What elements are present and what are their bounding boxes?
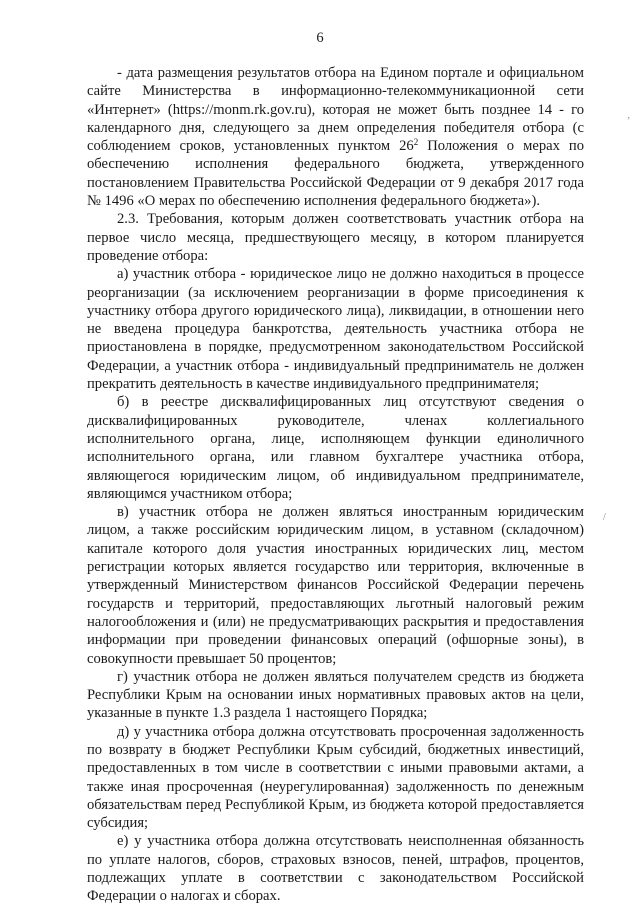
paragraph-publication-date	[87, 64, 584, 210]
paragraph-item-e: е) у участника отбора должна отсутствовать неисполненная обязанность по уплате налогов, сборов, страховых взносов, пеней, штрафов, процентов, подлежащих уплате в соответствии с законодательством Российской Федерации о налогах и сборах.	[87, 833, 584, 905]
paragraph-item-a: а) участник отбора - юридическое лицо не должно находиться в процессе реорганизации (за исключением реорганизации в форме присоединения к участнику отбора другого юридического лица), ликвидации, в отношении него не введена процедура банкротства, деятельность участника отбора не приостановлена в порядке, предусмотренном законодательством Российской Федерации, а участник отбора - индивидуальный предприниматель не должен прекратить деятельность в качестве индивидуального предпринимателя;	[87, 266, 584, 393]
margin-scan-mark: ’	[627, 116, 631, 127]
paragraph-publication-date-text-cont: Положения о мерах по обеспечению исполнения федерального бюджета, утвержденного постановлением Правительства Российской Федерации от 9 декабря 2017 года № 1496 «О мерах по обеспечению исполнения федерального бюджета»).	[87, 138, 584, 210]
paragraph-item-d: д) у участника отбора должна отсутствовать просроченная задолженность по возврату в бюджет Республики Крым субсидий, бюджетных инвестиций, предоставленных в том числе в соответствии с иными правовыми актами, а также иная просроченная (неурегулированная) задолженность по денежным обязательствам перед Республикой Крым, из бюджета которой предоставляется субсидия;	[87, 723, 584, 832]
paragraph-item-v: в) участник отбора не должен являться иностранным юридическим лицом, а также российским юридическим лицом, в уставном (складочном) капитале которого доля участия иностранных юридических лиц, местом регистрации которых является государство или территория, включенные в утвержденный Министерством финансов Российской Федерации перечень государств и территорий, предоставляющих льготный налоговый режим налогообложения и (или) не предусматривающих раскрытия и предоставления информации при проведении финансовых операций (офшорные зоны), в совокупности превышает 50 процентов;	[87, 504, 584, 667]
paragraph-2-3-requirements: 2.3. Требования, которым должен соответствовать участник отбора на первое число месяца, предшествующего месяцу, в котором планируется проведение отбора:	[87, 211, 584, 264]
footnote-superscript: 2	[413, 137, 419, 148]
page-number: 6	[316, 30, 324, 46]
body-text	[87, 64, 584, 906]
paragraph-item-g: г) участник отбора не должен являться получателем средств из бюджета Республики Крым на основании иных нормативных правовых актов на цели, указанные в пункте 1.3 раздела 1 настоящего Порядка;	[87, 668, 584, 722]
margin-scan-mark: /	[603, 512, 606, 523]
paragraph-item-b: б) в реестре дисквалифицированных лиц отсутствуют сведения о дисквалифицированных руководителе, членах коллегиального исполнительного органа, лице, исполняющем функции единоличного исполнительного органа, или главном бухгалтере участника отбора, являющегося юридическим лицом, об индивидуальном предпринимателе, являющимся участником отбора;	[87, 394, 584, 502]
paragraph-publication-date-text: - дата размещения результатов отбора на Едином портале и официальном сайте Министерства в информационно-телекоммуникационной сети «Интернет» (https://monm.rk.gov.ru), которая не может быть позднее 14 - го календарного дня, следующего за днем определения победителя отбора (с соблюдением сроков, установленных пунктом 26	[87, 65, 584, 155]
